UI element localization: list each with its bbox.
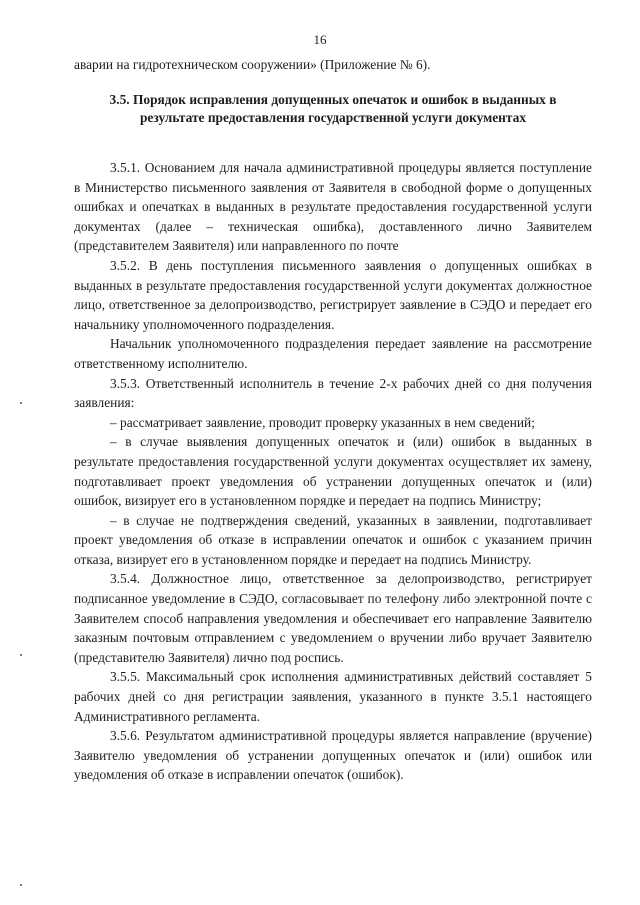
continuation-line: аварии на гидротехническом сооружении» (Приложение № 6). (74, 57, 431, 72)
paragraph-head-of-unit: Начальник уполномоченного подразделения передает заявление на рассмотрение ответственному исполнителю. (74, 336, 592, 371)
scan-speck (20, 654, 22, 656)
scan-speck (20, 884, 22, 886)
body-text (74, 158, 592, 785)
paragraph-3-5-2: 3.5.2. В день поступления письменного заявления о допущенных ошибках в выданных в результате предоставления государственной услуги документах должностное лицо, ответственное за делопроизводство, регистрирует заявление в СЭДО и передает его начальнику уполномоченного подразделения. (74, 257, 592, 332)
paragraph-3-5-5: 3.5.5. Максимальный срок исполнения административных действий составляет 5 рабочих дней со дня регистрации заявления, указанного в пункте 3.5.1 настоящего Административного регламента. (74, 669, 592, 724)
paragraph-3-5-1: 3.5.1. Основанием для начала административной процедуры является поступление в Министерство письменного заявления от Заявителя в свободной форме о допущенных ошибках и опечатках в выданных в результате предоставления государственной услуги документах (далее – техническая ошибка), доставленного лично Заявителем (представителем Заявителя) или направленного по почте (74, 160, 592, 254)
list-item-review: – рассматривает заявление, проводит проверку указанных в нем сведений; (110, 414, 535, 430)
list-item-not-confirmed: – в случае не подтверждения сведений, указанных в заявлении, подготавливает проект уведомления об отказе в исправлении опечаток и ошибок с указанием причин отказа, визирует его в установленном порядке и передает на подпись Министру. (74, 512, 592, 567)
paragraph-3-5-6: 3.5.6. Результатом административной процедуры является направление (вручение) Заявителю уведомления об устранении допущенных опечаток и (или) ошибок или уведомления об отказе в исправлении опечаток (ошибок). (74, 728, 592, 783)
page-number: 16 (313, 32, 327, 47)
list-item-errors-found: – в случае выявления допущенных опечаток и (или) ошибок в выданных в результате предоставления государственной услуги документах осуществляет их замену, подготавливает проект уведомления об устранении допущенных опечаток и (или) ошибок, визирует его в установленном порядке и передает на подпись Министру; (74, 434, 592, 509)
section-heading: 3.5. Порядок исправления допущенных опечаток и ошибок в выданных в результате предоставления государственной услуги документах (109, 92, 557, 125)
paragraph-3-5-3: 3.5.3. Ответственный исполнитель в течение 2-х рабочих дней со дня получения заявления: (74, 375, 592, 411)
scan-speck (20, 402, 22, 404)
paragraph-3-5-4: 3.5.4. Должностное лицо, ответственное за делопроизводство, регистрирует подписанное уведомление в СЭДО, согласовывает по телефону либо электронной почте с Заявителем способ направления уведомления и обеспечивает его направление Заявителю заказным почтовым отправлением с уведомлением о вручении либо вручает Заявителю (представителю Заявителя) лично под роспись. (74, 571, 592, 665)
